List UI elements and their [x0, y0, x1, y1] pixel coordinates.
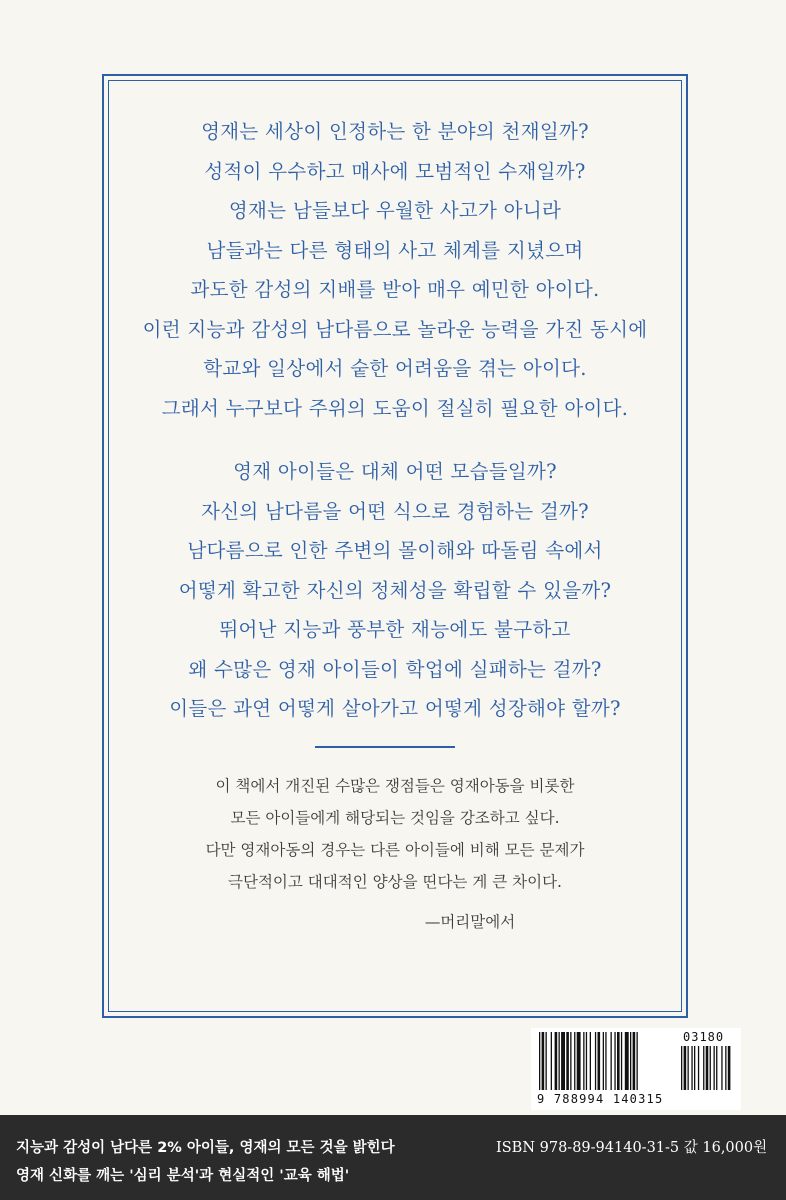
blurb-line: 뛰어난 지능과 풍부한 재능에도 불구하고 — [219, 618, 571, 641]
barcode-addon-bar — [688, 1046, 689, 1090]
barcode-bar — [570, 1032, 571, 1090]
blurb-line: 자신의 남다름을 어떤 식으로 경험하는 걸까? — [201, 499, 589, 523]
excerpt-line: 극단적이고 대대적인 양상을 띤다는 게 큰 차이다. — [228, 873, 562, 891]
barcode-addon-bar — [691, 1046, 692, 1090]
barcode-bar — [574, 1032, 575, 1090]
bottom-strip — [0, 1115, 786, 1200]
barcode-digits: 9 788994 140315 — [537, 1092, 664, 1106]
barcode-addon-bar — [721, 1046, 722, 1090]
tagline-2: 영재 신화를 깨는 '심리 분석'과 현실적인 '교육 해법' — [16, 1168, 350, 1184]
barcode-bar — [614, 1032, 615, 1090]
blurb-line: 이런 지능과 감성의 남다름으로 놀라운 능력을 가진 동시에 — [142, 317, 648, 341]
barcode-bar — [561, 1032, 565, 1090]
blurb-line: 어떻게 확고한 자신의 정체성을 확립할 수 있을까? — [178, 578, 612, 602]
barcode-bar — [595, 1032, 596, 1090]
barcode-bar — [539, 1032, 540, 1090]
excerpt-source: —머리말에서 — [424, 913, 516, 931]
blurb-line: 영재 아이들은 대체 어떤 모습들일까? — [233, 460, 557, 483]
barcode-addon-bar — [725, 1046, 726, 1090]
barcode-addon-bar — [703, 1046, 704, 1090]
barcode-addon-bar — [728, 1046, 731, 1090]
barcode-bar — [630, 1032, 631, 1090]
blurb-line: 과도한 감성의 지배를 받아 매우 예민한 아이다. — [190, 278, 600, 301]
blurb-line: 성적이 우수하고 매사에 모범적인 수재일까? — [204, 159, 586, 183]
isbn-price: ISBN 978-89-94140-31-5 값 16,000원 — [496, 1140, 768, 1156]
barcode-bar — [577, 1032, 581, 1090]
excerpt-line: 다만 영재아동의 경우는 다른 아이들에 비해 모든 문제가 — [205, 841, 585, 859]
barcode-bar — [605, 1032, 606, 1090]
excerpt-line: 모든 아이들에게 해당되는 것임을 강조하고 싶다. — [230, 809, 560, 827]
section-divider — [315, 746, 455, 748]
blurb-line: 영재는 세상이 인정하는 한 분야의 천재일까? — [201, 120, 589, 143]
blurb-line: 남들과는 다른 형태의 사고 체계를 지녔으며 — [206, 238, 584, 262]
blurb-line: 남다름으로 인한 주변의 몰이해와 따돌림 속에서 — [187, 539, 603, 562]
barcode-addon-bar — [710, 1046, 711, 1090]
barcode-bar — [621, 1032, 622, 1090]
blurb-line: 이들은 과연 어떻게 살아가고 어떻게 성장해야 할까? — [169, 697, 621, 720]
barcode-addon-bar — [706, 1046, 709, 1090]
barcode-bar — [617, 1032, 620, 1090]
barcode-bar — [583, 1032, 584, 1090]
blurb-paragraph-1 — [108, 112, 682, 428]
barcode-addon-bar — [716, 1046, 717, 1090]
barcode-addon-bar — [681, 1046, 682, 1090]
barcode-bar — [546, 1032, 547, 1090]
barcode-addon-bar — [714, 1046, 715, 1090]
barcode-bar — [603, 1032, 604, 1090]
blurb-paragraph-2 — [108, 452, 682, 729]
barcode-addon-digits: 03180 — [683, 1030, 725, 1044]
barcode-addon-bar — [698, 1046, 699, 1090]
barcode-bar — [611, 1032, 612, 1090]
tagline-1: 지능과 감성이 남다른 2% 아이들, 영재의 모든 것을 밝힌다 — [16, 1140, 395, 1156]
barcode-addon-bar — [694, 1046, 695, 1090]
barcode-bar — [542, 1032, 545, 1090]
barcode-bar — [625, 1032, 629, 1090]
barcode-bar — [598, 1032, 601, 1090]
barcode-bar — [566, 1032, 569, 1090]
barcode-bar — [555, 1032, 558, 1090]
barcode-addon-bar — [684, 1046, 687, 1090]
barcode-bar — [559, 1032, 560, 1090]
barcode-bar — [633, 1032, 636, 1090]
barcode-bar — [637, 1032, 638, 1090]
isbn-barcode — [531, 1028, 741, 1110]
blurb-line: 왜 수많은 영재 아이들이 학업에 실패하는 걸까? — [188, 657, 602, 681]
barcode-bar — [590, 1032, 591, 1090]
blurb-line: 그래서 누구보다 주위의 도움이 절실히 필요한 아이다. — [161, 396, 629, 420]
blurb-line: 학교와 일상에서 숱한 어려움을 겪는 아이다. — [203, 357, 587, 380]
blurb-line: 영재는 남들보다 우월한 사고가 아니라 — [228, 199, 562, 222]
preface-excerpt — [108, 770, 682, 898]
barcode-bar — [586, 1032, 587, 1090]
barcode-bar — [551, 1032, 552, 1090]
excerpt-line: 이 책에서 개진된 수많은 쟁점들은 영재아동을 비롯한 — [215, 777, 575, 795]
